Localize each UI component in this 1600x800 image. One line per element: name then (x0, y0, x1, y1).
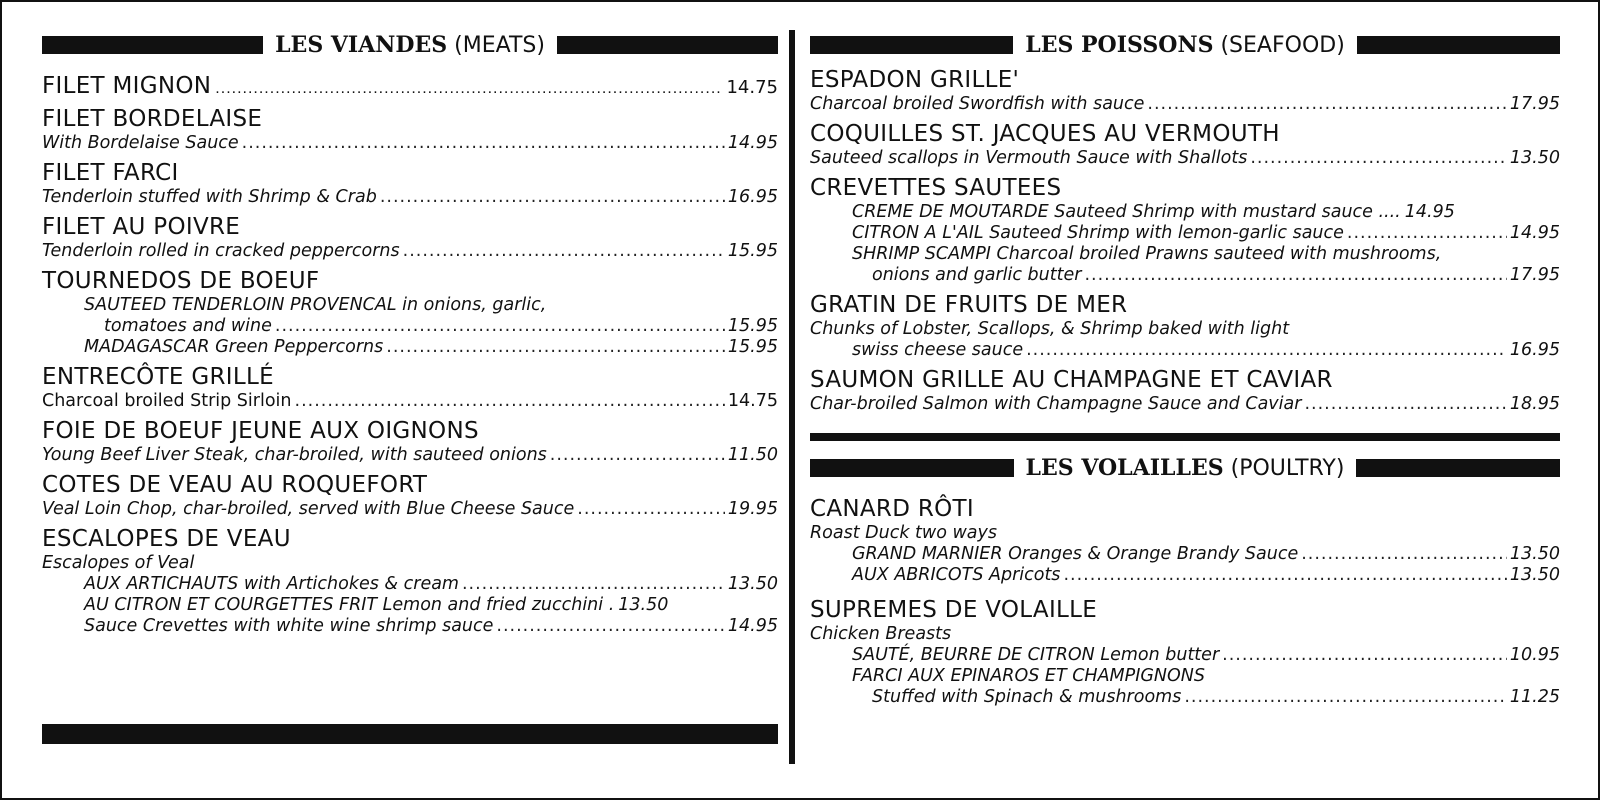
leader-dots (403, 241, 725, 262)
menu-item (42, 525, 778, 637)
item-price: 18.95 (1509, 394, 1560, 414)
menu-item (810, 120, 1560, 169)
menu-item (42, 213, 778, 262)
header-bar-left (42, 36, 263, 54)
item-name: CREVETTES SAUTEES (810, 175, 1062, 201)
leader-dots (242, 133, 725, 154)
item-price: 13.50 (1509, 565, 1560, 585)
item-name: GRATIN DE FRUITS DE MER (810, 292, 1128, 318)
header-bar-right (1357, 36, 1560, 54)
menu-item (42, 72, 778, 100)
leader-dots (386, 337, 725, 358)
item-description-cont: swiss cheese sauce (852, 340, 1024, 360)
item-price: 15.95 (727, 241, 778, 261)
sub-item-description: AUX ARTICHAUTS with Artichokes & cream (84, 574, 459, 594)
menu-item (42, 105, 778, 154)
section-separator (810, 433, 1560, 441)
item-price: 14.95 (1404, 202, 1455, 222)
footer-bar (42, 724, 778, 744)
header-bar-right (557, 36, 778, 54)
item-description: Chunks of Lobster, Scallops, & Shrimp baked with light (810, 319, 1290, 339)
item-description: With Bordelaise Sauce (42, 133, 239, 153)
leader-dots (1222, 645, 1507, 666)
menu-item (42, 159, 778, 208)
item-name: FILET FARCI (42, 160, 179, 186)
leader-dots (462, 574, 725, 595)
item-price: 16.95 (1509, 340, 1560, 360)
leader-dots (1347, 223, 1507, 244)
item-description: Veal Loin Chop, char-broiled, served with Blue Cheese Sauce (42, 499, 575, 519)
item-description: Char-broiled Salmon with Champagne Sauce and Caviar (810, 394, 1302, 414)
menu-item (42, 267, 778, 358)
item-price: 17.95 (1509, 94, 1560, 114)
sub-item-description-cont: onions and garlic butter (872, 265, 1082, 285)
item-description: Roast Duck two ways (810, 523, 997, 543)
sub-item-description-cont: tomatoes and wine (104, 316, 272, 336)
sub-item-description: SAUTÉ, BEURRE DE CITRON Lemon butter (852, 645, 1220, 665)
item-price: 13.50 (1509, 148, 1560, 168)
menu-item (810, 495, 1560, 586)
leader-dots (1250, 148, 1507, 169)
menu-item (810, 174, 1560, 286)
sub-item-description: Sauce Crevettes with white wine shrimp sauce (84, 616, 494, 636)
leader-dots (1184, 687, 1507, 708)
item-name: FILET BORDELAISE (42, 106, 263, 132)
leader-dots (275, 316, 725, 337)
item-name: SUPREMES DE VOLAILLE (810, 597, 1098, 623)
menu-item (810, 366, 1560, 415)
header-bar-left (810, 36, 1013, 54)
section-subtitle: (MEATS) (454, 33, 545, 58)
menu-item (42, 471, 778, 520)
section-subtitle: (POULTRY) (1230, 456, 1345, 481)
leader-dots (550, 445, 725, 466)
item-name: ENTRECÔTE GRILLÉ (42, 364, 274, 390)
leader-dots (577, 499, 725, 520)
item-price: 11.25 (1509, 687, 1560, 707)
sub-item-description: MADAGASCAR Green Peppercorns (84, 337, 384, 357)
leader-dots (380, 187, 725, 208)
item-name: TOURNEDOS DE BOEUF (42, 268, 320, 294)
item-description: Charcoal broiled Strip Sirloin (42, 391, 292, 411)
section-title: LES POISSONS (1025, 32, 1214, 58)
seafood-title (1013, 32, 1357, 58)
item-price: 14.75 (727, 391, 778, 411)
leader-dots (1063, 565, 1506, 586)
item-name: ESPADON GRILLE' (810, 67, 1020, 93)
header-bar-left (810, 459, 1014, 477)
item-price: 14.95 (727, 133, 778, 153)
item-name: CANARD RÔTI (810, 496, 974, 522)
item-price: 14.75 (726, 77, 778, 98)
menu-item (42, 417, 778, 466)
item-price: 19.95 (727, 499, 778, 519)
section-subtitle: (SEAFOOD) (1220, 33, 1345, 58)
leader-dots (496, 616, 724, 637)
leader-dots (1084, 265, 1506, 286)
item-price: 15.95 (727, 337, 778, 357)
leader-dots (295, 391, 725, 412)
menu-item (42, 363, 778, 412)
meats-title (263, 32, 557, 58)
item-name: ESCALOPES DE VEAU (42, 526, 291, 552)
sub-item-description: SAUTEED TENDERLOIN PROVENCAL in onions, garlic, (84, 295, 547, 315)
seafood-header (810, 32, 1560, 58)
sub-item-description: CITRON A L'AIL Sauteed Shrimp with lemon-garlic sauce (852, 223, 1344, 243)
item-price: 14.95 (727, 616, 778, 636)
poultry-header (810, 455, 1560, 481)
item-name: FILET AU POIVRE (42, 214, 241, 240)
item-description: Chicken Breasts (810, 624, 952, 644)
item-price: 10.95 (1509, 645, 1560, 665)
item-price: 17.95 (1509, 265, 1560, 285)
leader-dots (215, 80, 722, 98)
item-price: 13.50 (727, 574, 778, 594)
sub-item-description: SHRIMP SCAMPI Charcoal broiled Prawns sauteed with mushrooms, (852, 244, 1442, 264)
sub-item-description: AU CITRON ET COURGETTES FRIT Lemon and fried zucchini . (84, 595, 615, 615)
menu-item (810, 596, 1560, 708)
meats-header (42, 32, 778, 58)
header-bar-right (1356, 459, 1560, 477)
column-divider (789, 30, 795, 764)
item-name: SAUMON GRILLE AU CHAMPAGNE ET CAVIAR (810, 367, 1333, 393)
sub-item-description: FARCI AUX EPINAROS ET CHAMPIGNONS (852, 666, 1205, 686)
leader-dots (1304, 394, 1506, 415)
item-price: 16.95 (727, 187, 778, 207)
item-price: 13.50 (1509, 544, 1560, 564)
item-name: COTES DE VEAU AU ROQUEFORT (42, 472, 428, 498)
item-description: Tenderloin stuffed with Shrimp & Crab (42, 187, 377, 207)
item-price: 15.95 (727, 316, 778, 336)
menu-item (810, 66, 1560, 115)
leader-dots (1026, 340, 1507, 361)
item-price: 11.50 (727, 445, 778, 465)
sub-item-description: AUX ABRICOTS Apricots (852, 565, 1061, 585)
section-title: LES VIANDES (275, 32, 448, 58)
sub-item-description: CREME DE MOUTARDE Sauteed Shrimp with mustard sauce .... (852, 202, 1401, 222)
item-name: FILET MIGNON (42, 73, 212, 99)
meats-column (42, 32, 778, 642)
leader-dots (1301, 544, 1507, 565)
leader-dots (1147, 94, 1506, 115)
item-name: FOIE DE BOEUF JEUNE AUX OIGNONS (42, 418, 479, 444)
item-description: Escalopes of Veal (42, 553, 195, 573)
item-description: Charcoal broiled Swordfish with sauce (810, 94, 1145, 114)
section-title: LES VOLAILLES (1025, 455, 1224, 481)
poultry-title (1014, 455, 1357, 481)
item-description: Tenderloin rolled in cracked peppercorns (42, 241, 400, 261)
sub-item-description-cont: Stuffed with Spinach & mushrooms (872, 687, 1182, 707)
item-description: Sauteed scallops in Vermouth Sauce with Shallots (810, 148, 1248, 168)
item-price: 13.50 (618, 595, 669, 615)
item-description: Young Beef Liver Steak, char-broiled, with sauteed onions (42, 445, 547, 465)
menu-item (810, 291, 1560, 361)
seafood-poultry-column (810, 32, 1560, 713)
item-price: 14.95 (1509, 223, 1560, 243)
item-name: COQUILLES ST. JACQUES AU VERMOUTH (810, 121, 1280, 147)
sub-item-description: GRAND MARNIER Oranges & Orange Brandy Sauce (852, 544, 1299, 564)
